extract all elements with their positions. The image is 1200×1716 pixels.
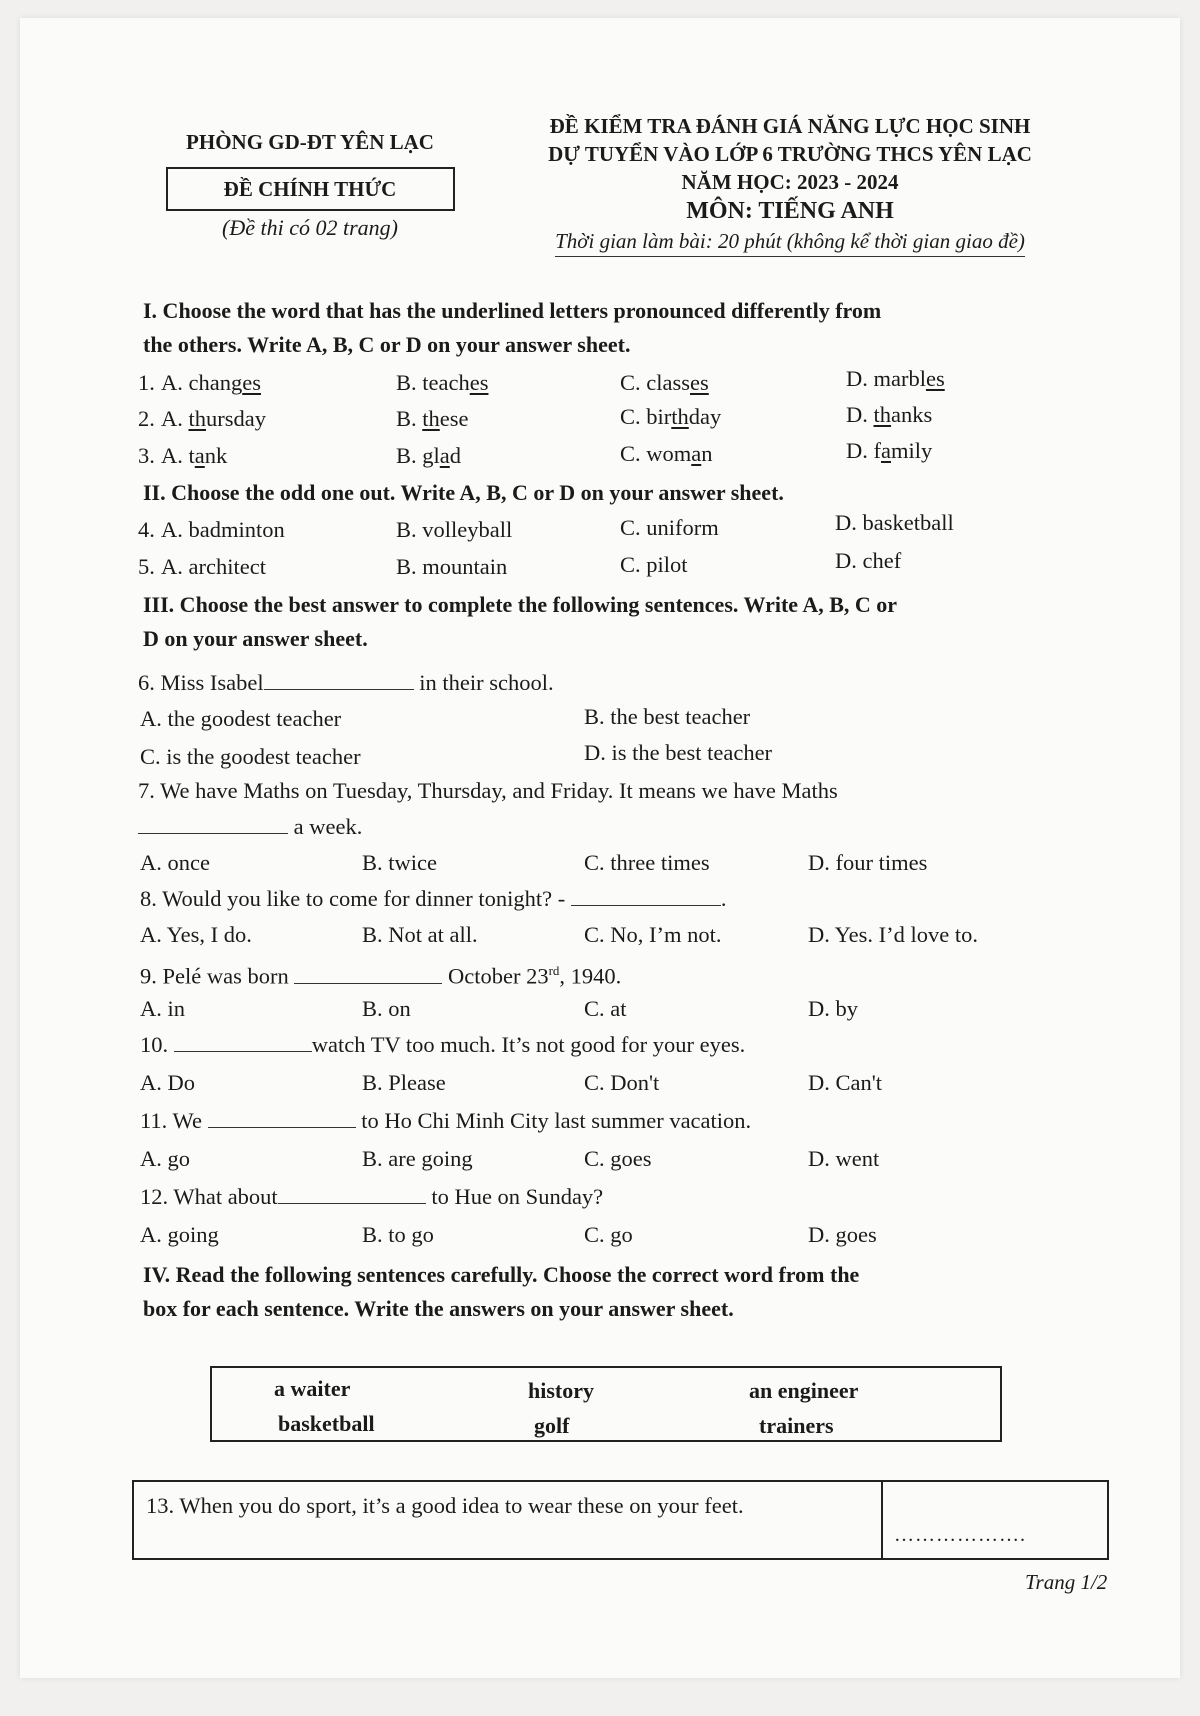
q11-stem: 11. We to Ho Chi Minh City last summer vacation. (140, 1108, 752, 1133)
q7-option-a: A. once (140, 850, 210, 875)
answer-blank (294, 963, 442, 984)
q12-option-c: C. go (584, 1222, 633, 1247)
answer-blank (138, 813, 288, 834)
exam-page (20, 18, 1180, 1678)
header-left (165, 130, 455, 241)
q2-number: 2. (138, 406, 155, 431)
department-name: PHÒNG GD-ĐT YÊN LẠC (186, 130, 434, 154)
q7-option-d: D. four times (808, 850, 928, 875)
q3-option-b: B. glad (396, 443, 462, 468)
q7-option-c: C. three times (584, 850, 710, 875)
q8-option-c: C. No, I’m not. (584, 922, 722, 947)
q2-option-b: B. these (396, 406, 469, 431)
q10-option-c: C. Don't (584, 1070, 660, 1095)
q4-option-b: B. volleyball (396, 517, 513, 542)
q11-option-d: D. went (808, 1146, 880, 1171)
q6-option-c: C. is the goodest teacher (140, 744, 361, 769)
header-right (490, 112, 1090, 257)
time-limit: Thời gian làm bài: 20 phút (không kể thời gian giao đề) (555, 226, 1025, 257)
word-box-item: golf (534, 1413, 570, 1438)
q3-option-a: A. tank (161, 443, 228, 468)
q5-number: 5. (138, 554, 155, 579)
q5-option-d: D. chef (835, 548, 902, 573)
q7-stem-line2: a week. (138, 812, 362, 842)
q5-option-c: C. pilot (620, 552, 688, 577)
word-box-item: basketball (278, 1411, 375, 1436)
q13-text: 13. When you do sport, it’s a good idea to wear these on your feet. (146, 1493, 744, 1518)
q6-option-b: B. the best teacher (584, 704, 751, 729)
q6-stem: 6. Miss Isabel in their school. (138, 670, 554, 695)
exam-title-line1: ĐỀ KIỂM TRA ĐÁNH GIÁ NĂNG LỰC HỌC SINH (549, 114, 1031, 138)
q6-option-a: A. the goodest teacher (140, 706, 342, 731)
q4-option-d: D. basketball (835, 510, 954, 535)
q1-option-c: C. classes (620, 370, 709, 395)
q10-stem: 10. watch TV too much. It’s not good for your eyes. (140, 1032, 746, 1057)
q13-table (132, 1480, 1109, 1560)
q8-option-d: D. Yes. I’d love to. (808, 922, 979, 947)
q1-option-a: A. changes (161, 370, 261, 395)
section-2-heading: II. Choose the odd one out. Write A, B, C or D on your answer sheet. (143, 480, 784, 505)
exam-title-line2: DỰ TUYỂN VÀO LỚP 6 TRƯỜNG THCS YÊN LẠC (548, 142, 1032, 166)
q1-option-d: D. marbles (846, 366, 945, 391)
answer-blank (278, 1183, 426, 1204)
q12-option-b: B. to go (362, 1222, 434, 1247)
answer-blank (571, 885, 721, 906)
word-box-item: history (528, 1378, 594, 1403)
q1-number: 1. (138, 370, 155, 395)
q9-stem: 9. Pelé was born October 23rd, 1940. (140, 963, 622, 989)
q8-stem: 8. Would you like to come for dinner tonight? - . (140, 886, 727, 911)
q2-option-a: A. thursday (161, 406, 267, 431)
q10-option-b: B. Please (362, 1070, 446, 1095)
q9-option-d: D. by (808, 996, 858, 1021)
word-box-item: a waiter (274, 1376, 351, 1401)
q10-option-d: D. Can't (808, 1070, 883, 1095)
q1-option-b: B. teaches (396, 370, 489, 395)
q13-answer-space: ………………. (894, 1524, 1026, 1546)
q8-option-a: A. Yes, I do. (140, 922, 252, 947)
q11-option-a: A. go (140, 1146, 190, 1171)
q12-stem: 12. What about to Hue on Sunday? (140, 1184, 604, 1209)
subject: MÔN: TIẾNG ANH (686, 198, 894, 224)
official-label: ĐỀ CHÍNH THỨC (166, 167, 455, 211)
word-box (210, 1366, 1002, 1442)
q3-option-d: D. family (846, 438, 933, 463)
school-year: NĂM HỌC: 2023 - 2024 (681, 170, 899, 194)
pages-note: (Đề thi có 02 trang) (222, 215, 398, 240)
word-box-item: trainers (759, 1413, 834, 1438)
q12-option-a: A. going (140, 1222, 219, 1247)
q4-option-c: C. uniform (620, 515, 719, 540)
q9-option-a: A. in (140, 996, 185, 1021)
q7-option-b: B. twice (362, 850, 437, 875)
q5-option-b: B. mountain (396, 554, 508, 579)
q3-option-c: C. woman (620, 441, 713, 466)
q9-option-c: C. at (584, 996, 627, 1021)
q4-number: 4. (138, 517, 155, 542)
q11-option-c: C. goes (584, 1146, 652, 1171)
section-1-heading: I. Choose the word that has the underlined letters pronounced differently from the others. Write A, B, C or D on your answer sheet. (143, 298, 882, 357)
answer-blank (208, 1107, 356, 1128)
section-4-heading: IV. Read the following sentences carefully. Choose the correct word from the box for each sentence. Write the answers on your answer sheet. (143, 1262, 860, 1321)
word-box-item: an engineer (749, 1378, 859, 1403)
answer-blank (264, 669, 414, 690)
q2-option-c: C. birthday (620, 404, 722, 429)
q8-option-b: B. Not at all. (362, 922, 478, 947)
q7-stem-line1: 7. We have Maths on Tuesday, Thursday, and Friday. It means we have Maths (138, 778, 838, 803)
q2-option-d: D. thanks (846, 402, 933, 427)
q6-option-d: D. is the best teacher (584, 740, 773, 765)
page-number: Trang 1/2 (1025, 1570, 1108, 1594)
q10-option-a: A. Do (140, 1070, 195, 1095)
q3-number: 3. (138, 443, 155, 468)
q12-option-d: D. goes (808, 1222, 877, 1247)
q4-option-a: A. badminton (161, 517, 285, 542)
answer-blank (174, 1031, 312, 1052)
q11-option-b: B. are going (362, 1146, 473, 1171)
q9-option-b: B. on (362, 996, 411, 1021)
q5-option-a: A. architect (161, 554, 266, 579)
section-3-heading: III. Choose the best answer to complete the following sentences. Write A, B, C or D on your answer sheet. (143, 592, 898, 651)
table-divider (881, 1482, 883, 1558)
